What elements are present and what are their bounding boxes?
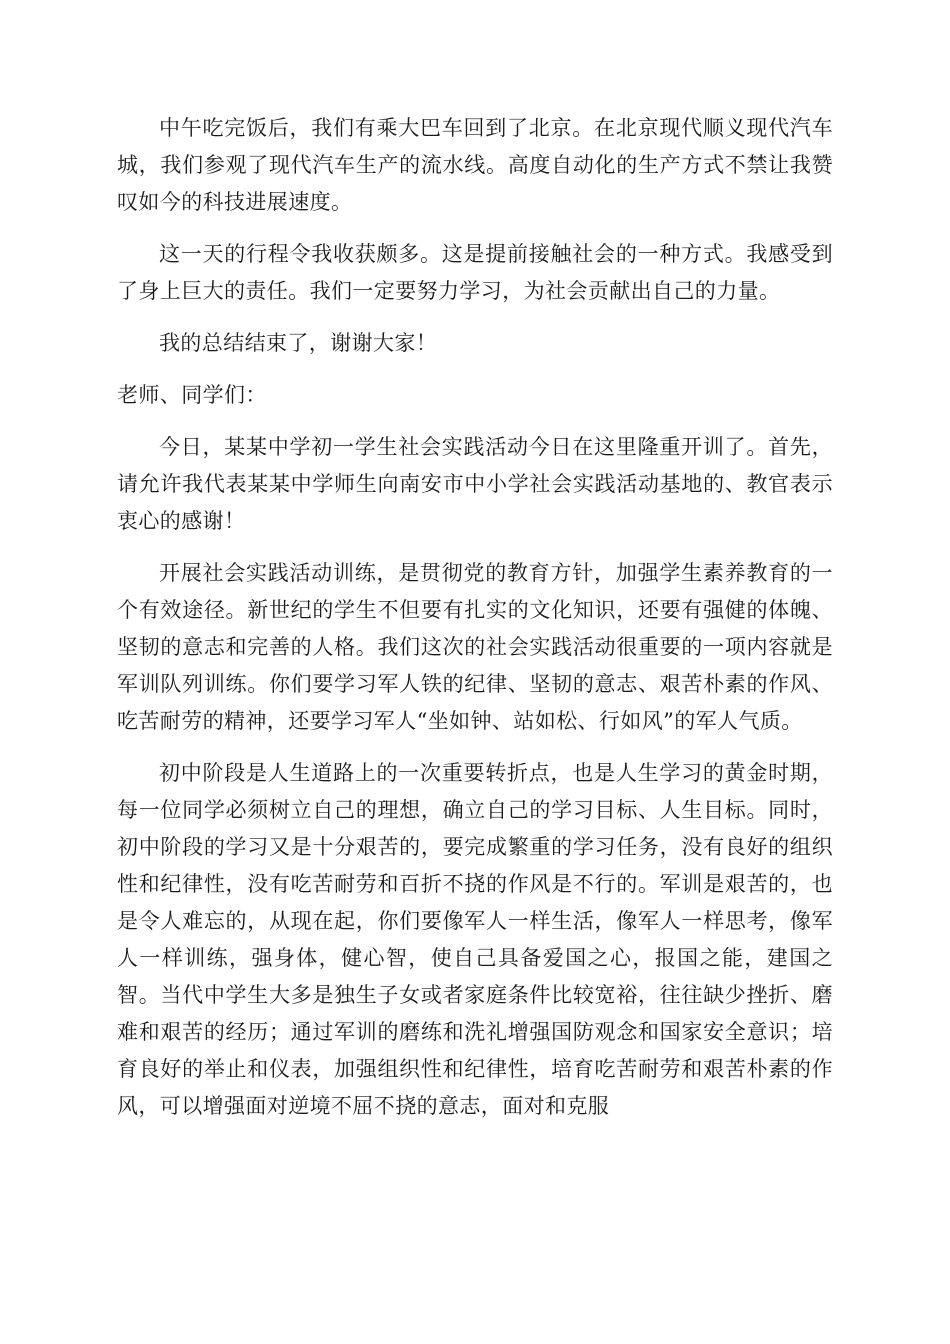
- paragraph-opening-ceremony: 今日，某某中学初一学生社会实践活动今日在这里隆重开训了。首先，请允许我代表某某中学师生向南安市中小学社会实践活动基地的、教官表示衷心的感谢！: [117, 435, 833, 533]
- paragraph-trip-gains: 这一天的行程令我收获颇多。这是提前接触社会的一种方式。我感受到了身上巨大的责任。我们一定要努力学习，为社会贡献出自己的力量。: [117, 242, 833, 303]
- paragraph-closing-thanks: 我的总结结束了，谢谢大家！: [159, 331, 438, 355]
- paragraph-lunch-return: 中午吃完饭后，我们有乘大巴车回到了北京。在北京现代顺义现代汽车城，我们参观了现代汽车生产的流水线。高度自动化的生产方式不禁让我赞叹如今的科技进展速度。: [117, 116, 833, 214]
- paragraph-practice-training: 开展社会实践活动训练，是贯彻党的教育方针，加强学生素养教育的一个有效途径。新世纪的学生不但要有扎实的文化知识，还要有强健的体魄、坚韧的意志和完善的人格。我们这次的社会实践活动很重要的一项内容就是军训队列训练。你们要学习军人铁的纪律、坚韧的意志、艰苦朴素的作风、吃苦耐劳的精神，还要学习军人“坐如钟、站如松、行如风”的军人气质。: [117, 561, 833, 733]
- paragraph-junior-high-stage: 初中阶段是人生道路上的一次重要转折点，也是人生学习的黄金时期，每一位同学必须树立自己的理想，确立自己的学习目标、人生目标。同时，初中阶段的学习又是十分艰苦的，要完成繁重的学习任务，没有良好的组织性和纪律性，没有吃苦耐劳和百折不挠的作风是不行的。军训是艰苦的，也是令人难忘的，从现在起，你们要像军人一样生活，像军人一样思考，像军人一样训练，强身体，健心智，使自己具备爱国之心，报国之能，建国之智。当代中学生大多是独生子女或者家庭条件比较宽裕，往往缺少挫折、磨难和艰苦的经历；通过军训的磨练和洗礼增强国防观念和国家安全意识；培育良好的举止和仪表，加强组织性和纪律性，培育吃苦耐劳和艰苦朴素的作风，可以增强面对逆境不屈不挠的意志，面对和克服: [117, 761, 833, 1118]
- document-body: [117, 110, 833, 1140]
- salutation: 老师、同学们：: [117, 383, 267, 407]
